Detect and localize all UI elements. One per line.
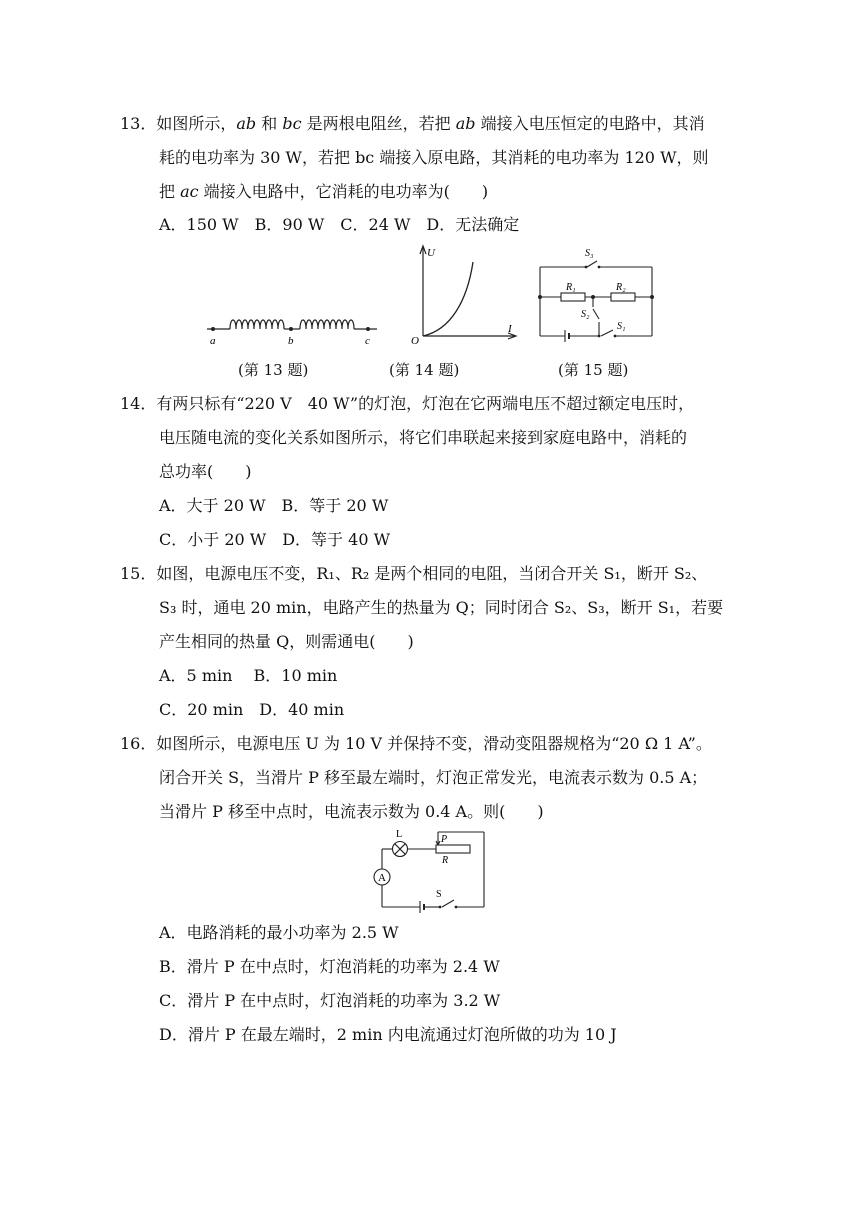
fig16-circuit bbox=[370, 825, 495, 917]
fig13-coils bbox=[205, 310, 380, 348]
fig15-circuit bbox=[535, 243, 660, 345]
label-s3: S₃ bbox=[585, 248, 594, 259]
q15-options-cd: C．20 min D．40 min bbox=[159, 700, 345, 719]
q13-line-2: 耗的电功率为 30 W，若把 bc 端接入原电路，其消耗的电功率为 120 W，则 bbox=[159, 148, 709, 167]
label-r1: R₁ bbox=[566, 282, 576, 293]
caption-fig13: (第 13 题) bbox=[238, 361, 309, 379]
q14-options-ab: A．大于 20 W B．等于 20 W bbox=[159, 496, 389, 515]
caption-fig14: (第 14 题) bbox=[389, 361, 460, 379]
rheostat-label: R bbox=[442, 855, 449, 866]
q15-line-1: 15．如图，电源电压不变，R₁、R₂ 是两个相同的电阻，当闭合开关 S₁，断开 S₂、 bbox=[120, 564, 708, 583]
q13-text: 和 bbox=[256, 114, 283, 133]
q15-options-ab: A．5 min B．10 min bbox=[159, 666, 338, 685]
q15-line-3: 产生相同的热量 Q，则需通电( ) bbox=[159, 632, 414, 651]
q16-option-d: D．滑片 P 在最左端时，2 min 内电流通过灯泡所做的功为 10 J bbox=[159, 1025, 617, 1044]
q13-text: 端接入电压恒定的电路中，其消 bbox=[475, 114, 705, 133]
switch-label: S bbox=[436, 889, 442, 900]
rheostat-symbol bbox=[436, 845, 470, 853]
q16-line-2: 闭合开关 S，当滑片 P 移至最左端时，灯泡正常发光，电流表示数为 0.5 A； bbox=[159, 768, 708, 787]
q13-number: 13． bbox=[120, 114, 157, 133]
q13-term-ac: ac bbox=[180, 182, 199, 201]
q14-line-3: 总功率( ) bbox=[159, 462, 252, 481]
label-s2: S₂ bbox=[581, 309, 590, 320]
fig14-ui-graph bbox=[405, 242, 520, 347]
graph-axis-u: U bbox=[427, 247, 435, 259]
q16-option-c: C．滑片 P 在中点时，灯泡消耗的功率为 3.2 W bbox=[159, 991, 501, 1010]
slider-label: P bbox=[441, 834, 448, 845]
q13-text: 端接入电路中，它消耗的电功率为( ) bbox=[198, 182, 489, 201]
q13-term-bc: bc bbox=[282, 114, 302, 133]
q13-line-3 bbox=[159, 181, 488, 203]
q13-text: 是两根电阻丝，若把 bbox=[301, 114, 456, 133]
q16-line-3: 当滑片 P 移至中点时，电流表示数为 0.4 A。则( ) bbox=[159, 802, 544, 821]
label-s1: S₁ bbox=[617, 321, 626, 332]
q13-text: 如图所示， bbox=[156, 114, 237, 133]
caption-fig15: (第 15 题) bbox=[558, 361, 629, 379]
q13-options: A．150 W B．90 W C．24 W D．无法确定 bbox=[159, 215, 520, 234]
coil-label-a: a bbox=[210, 335, 216, 347]
graph-origin: O bbox=[411, 335, 419, 347]
q16-option-a: A．电路消耗的最小功率为 2.5 W bbox=[159, 923, 399, 942]
coil-label-b: b bbox=[288, 335, 294, 347]
q14-options-cd: C．小于 20 W D．等于 40 W bbox=[159, 530, 391, 549]
q15-line-2: S₃ 时，通电 20 min，电路产生的热量为 Q；同时闭合 S₂、S₃，断开 S₁，若要 bbox=[159, 598, 724, 617]
lamp-label: L bbox=[396, 829, 403, 840]
q13-line-1 bbox=[120, 113, 705, 135]
q16-option-b: B．滑片 P 在中点时，灯泡消耗的功率为 2.4 W bbox=[159, 957, 500, 976]
q14-line-2: 电压随电流的变化关系如图所示，将它们串联起来接到家庭电路中，消耗的 bbox=[159, 428, 688, 447]
label-r2: R₂ bbox=[616, 282, 626, 293]
q13-term-ab: ab bbox=[236, 114, 257, 133]
q14-line-1: 14．有两只标有“220 V 40 W”的灯泡，灯泡在它两端电压不超过额定电压时， bbox=[120, 394, 695, 413]
coil-label-c: c bbox=[365, 335, 370, 347]
q16-line-1: 16．如图所示，电源电压 U 为 10 V 并保持不变，滑动变阻器规格为“20 Ω 1 A”。 bbox=[120, 734, 712, 753]
q13-term-ab: ab bbox=[455, 114, 476, 133]
ammeter-label: A bbox=[378, 872, 386, 884]
q13-text: 把 bbox=[159, 182, 181, 201]
graph-axis-i: I bbox=[508, 323, 512, 335]
